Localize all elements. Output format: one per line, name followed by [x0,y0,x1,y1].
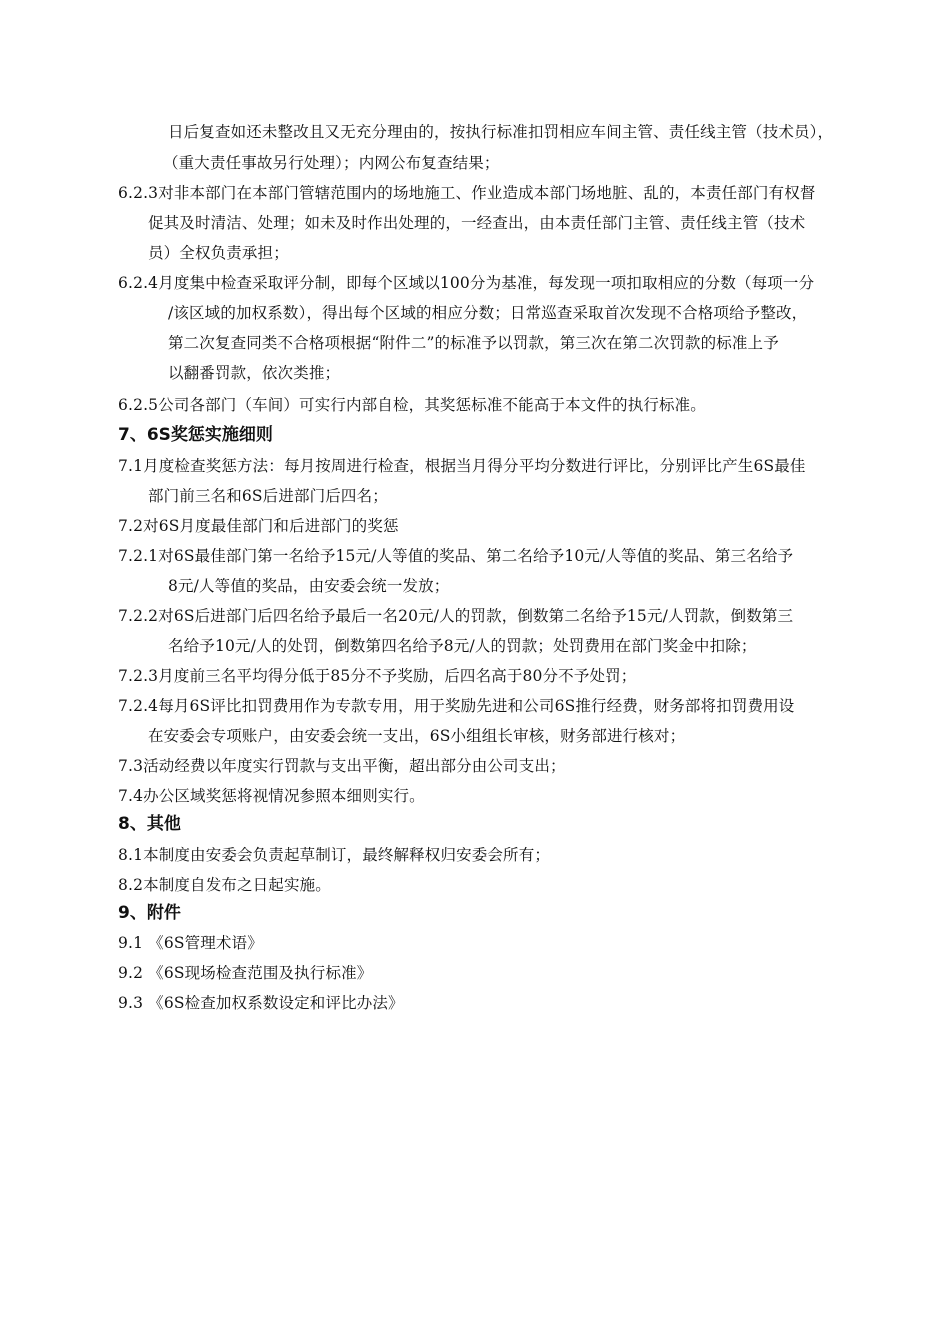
clause-6-2-3-line-3: 员）全权负责承担； [148,244,289,262]
attachment-9-1: 9.1 《6S管理术语》 [118,934,263,952]
clause-7-2-2-line-1: 7.2.2对6S后进部门后四名给予最后一名20元/人的罚款，倒数第二名给予15元/人罚款，倒数第三 [118,607,794,625]
clause-6-2-3-line-2: 促其及时清洁、处理；如未及时作出处理的，一经查出，由本责任部门主管、责任线主管（技术 [148,214,806,232]
clause-6-2-4-line-1: 6.2.4月度集中检查采取评分制，即每个区域以100分为基准，每发现一项扣取相应的分数（每项一分 [118,274,815,292]
clause-6-2-5: 6.2.5公司各部门（车间）可实行内部自检，其奖惩标准不能高于本文件的执行标准。 [118,396,706,414]
clause-8-1: 8.1本制度由安委会负责起草制订，最终解释权归安委会所有； [118,846,551,864]
clause-7-2-2-line-2: 名给予10元/人的处罚，倒数第四名给予8元/人的罚款；处罚费用在部门奖金中扣除； [168,637,757,655]
heading-section-8: 8、其他 [118,814,181,834]
section-6-2-2-continued-line-1: 日后复查如还未整改且又无充分理由的，按执行标准扣罚相应车间主管、责任线主管（技术员）， [168,123,834,141]
clause-7-2-4-line-2: 在安委会专项账户，由安委会统一支出，6S小组组长审核，财务部进行核对； [148,727,686,745]
clause-7-3: 7.3活动经费以年度实行罚款与支出平衡，超出部分由公司支出； [118,757,566,775]
clause-6-2-4-line-3: 第二次复查同类不合格项根据“附件二”的标准予以罚款，第三次在第二次罚款的标准上予 [168,334,779,352]
attachment-9-2: 9.2 《6S现场检查范围及执行标准》 [118,964,373,982]
clause-6-2-4-line-2: /该区域的加权系数），得出每个区域的相应分数；日常巡查采取首次发现不合格项给予整改， [168,304,808,322]
attachment-9-3: 9.3 《6S检查加权系数设定和评比办法》 [118,994,404,1012]
clause-7-2-4-line-1: 7.2.4每月6S评比扣罚费用作为专款专用，用于奖励先进和公司6S推行经费，财务部将扣罚费用设 [118,697,795,715]
heading-section-9: 9、附件 [118,903,181,923]
heading-section-7: 7、6S奖惩实施细则 [118,425,273,445]
clause-6-2-3-line-1: 6.2.3对非本部门在本部门管辖范围内的场地施工、作业造成本部门场地脏、乱的，本责任部门有权督 [118,184,816,202]
clause-6-2-4-line-4: 以翻番罚款，依次类推； [168,364,341,382]
clause-7-1-line-1: 7.1月度检查奖惩方法：每月按周进行检查，根据当月得分平均分数进行评比，分别评比产生6S最佳 [118,457,806,475]
clause-7-2-3: 7.2.3月度前三名平均得分低于85分不予奖励，后四名高于80分不予处罚； [118,667,637,685]
clause-7-4: 7.4办公区域奖惩将视情况参照本细则实行。 [118,787,425,805]
clause-7-2: 7.2对6S月度最佳部门和后进部门的奖惩 [118,517,399,535]
clause-7-1-line-2: 部门前三名和6S后进部门后四名； [148,487,388,505]
clause-7-2-1-line-2: 8元/人等值的奖品，由安委会统一发放； [168,577,450,595]
clause-8-2: 8.2本制度自发布之日起实施。 [118,876,331,894]
clause-7-2-1-line-1: 7.2.1对6S最佳部门第一名给予15元/人等值的奖品、第二名给予10元/人等值的奖品、第三名给予 [118,547,794,565]
section-6-2-2-continued-line-2: （重大责任事故另行处理）；内网公布复查结果； [163,154,500,172]
